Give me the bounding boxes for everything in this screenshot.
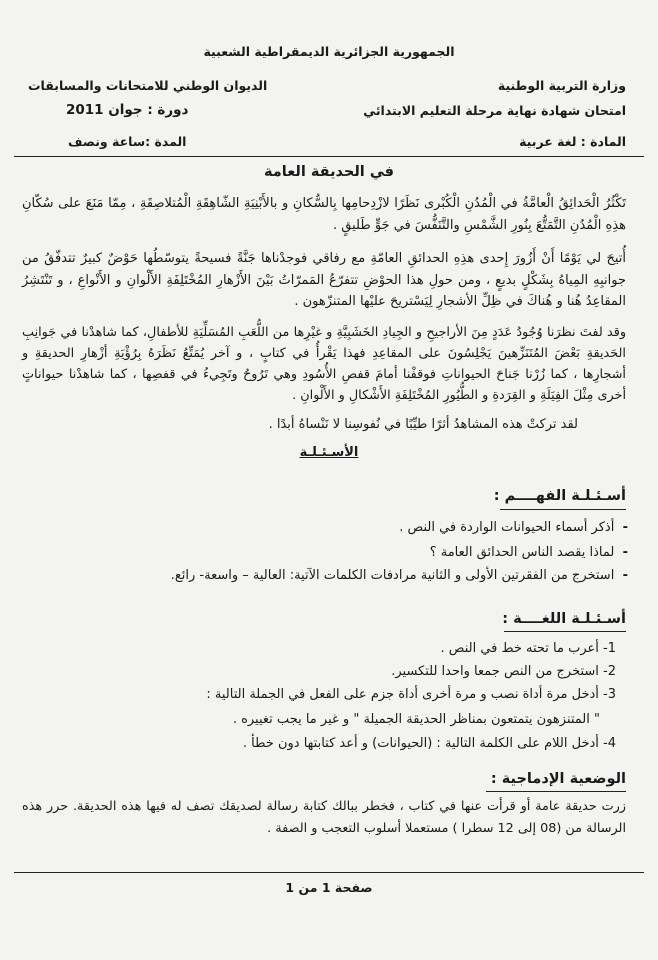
republic-title: الجمهورية الجزائرية الديمقراطية الشعبية [203,44,455,59]
duration-label: المدة :ساعة ونصف [68,134,187,149]
subject-label: المادة : لغة عربية [519,134,626,149]
language-item-1: 1- أعرب ما تحته خط في النص . [440,641,616,656]
language-item-3-sentence: " المتنزهون يتمتعون بمناظر الحديقة الجميلة " و غير ما يجب تغييره . [232,712,600,727]
language-underline [504,631,626,632]
language-item-2: 2- استخرج من النص جمعا واحدا للتكسير. [391,664,616,679]
comprehension-item-1: - أذكر أسماء الحيوانات الواردة في النص . [399,520,628,535]
page-number: صفحة 1 من 1 [285,880,373,895]
footer-divider [14,872,644,873]
comprehension-title: أسـئـلـة الفهــــم : [493,488,626,504]
header-divider [14,156,644,157]
exam-label: امتحان شهادة نهاية مرحلة التعليم الابتدائي [363,103,626,118]
integration-title: الوضعية الإدماجية : [490,771,626,787]
comprehension-underline [500,509,626,510]
language-item-3: 3- أدخل مرة أداة نصب و مرة أخرى أداة جزم على الفعل في الجملة التالية : [206,687,616,702]
paragraph-1: تَكْثُرُ الْحَدائِقُ الْعامَّةُ في الْمُدُنِ الْكُبْرى نَظَرًا لازْدِحامِها بِالسُّكانِ و بالأَبْنِيَةِ الشّاهِقَةِ الْمُتلاصِقَةِ ، مِمّا مَنَعَ على سُكّانِ هذِهِ الْمُدُنِ التَّمَتُّعَ بِنُورِ الشَّمْسِ والتَّنَفُّسَ في جَوٍّ طَليقٍ . [22,196,626,233]
integration-underline [486,791,626,792]
questions-heading: الأسـئـلـة [299,445,359,460]
text-title: في الحديقة العامة [264,164,394,180]
paragraph-2: أُتيحَ لي يَوْمًا أَنْ أَزُورَ إِحدى هذِهِ الحدائقِ العامّةِ مع رفاقي فوجدْناها جَنَّةً فسيحةً يتوسّطُها حَوْضٌ كبيرٌ تتدفّقُ من جوانبِهِ المِياهُ بِشَكْلٍ بديعٍ ، ومن حولِ هذا الحوْضِ تتفرّعُ المَمرّاتُ بَيْنَ الأَزْهارِ المُخْتَلِفَةِ الأَلْوانِ و الأَنْواعِ ، و تَنْتَشِرُ المقاعِدُ هُنا و هُناكَ في ظِلِّ الأشجارِ لِيَسْتريحَ عليْها المتنزّهون . [22,251,626,309]
language-title: أسـئـلـة اللغــــة : [502,611,626,627]
comprehension-item-3: - استخرج من الفقرتين الأولى و الثانية مرادفات الكلمات الآتية: العالية – واسعة- رائع. [170,568,628,583]
ministry-label: وزارة التربية الوطنية [497,78,626,93]
paragraph-3: وقد لفتَ نظرَنا وُجُودُ عَدَدٍ مِنَ الأراجيحِ و الجِيادِ الخَشَبِيَّةِ و غيْرِها من اللُّعَبِ المُسَلِّيَةِ للأطفالِ، كما شاهدْنا في جَوانِبِ الحَديقةِ بَعْضَ المُتَنَزِّهينَ يَجْلِسُونَ على المقاعِدِ فهذا يَقْرأُ في كتابٍ ، و آخر يُمَتِّعُ نَظَرَهُ بِرُؤْيَةِ أزْهارِ الحديقةِ و أشجارِها ، كما زُرْنا جَناحَ الحيواناتِ فوقفْنا أمامَ قفصِ الأُسُودِ وهي تَرُوحُ وتَجِيءُ في قفصِها ، كما شاهدْنا حيواناتٍ أخرى مِثْلَ الفِيَلَةِ و القِرَدةِ و الطُّيُورِ المُخْتَلِفَةِ الأَشْكالِ و الأَلْوانِ . [22,325,626,403]
integration-text: زرت حديقة عامة أو قرأت عنها في كتاب ، فخطر ببالك كتابة رسالة لصديقك تصف له فيها هذه الحديقة. حرر هذه الرسالة من (08 إلى 12 سطرا ) مستعملا أسلوب التعجب و الصفة . [22,799,626,836]
session-label: دورة : جوان 2011 [66,102,189,118]
paragraph-4: لقد تركتْ هذه المشاهدُ أثرًا طيِّبًا في نُفوسِنا لا نَنْساهُ أبدًا . [268,417,578,432]
office-label: الديوان الوطني للامتحانات والمسابقات [28,78,268,93]
language-item-4: 4- أدخل اللام على الكلمة التالية : (الحيوانات) و أعد كتابتها دون خطأ . [242,736,616,751]
comprehension-item-2: - لماذا يقصد الناس الحدائق العامة ؟ [429,545,628,560]
